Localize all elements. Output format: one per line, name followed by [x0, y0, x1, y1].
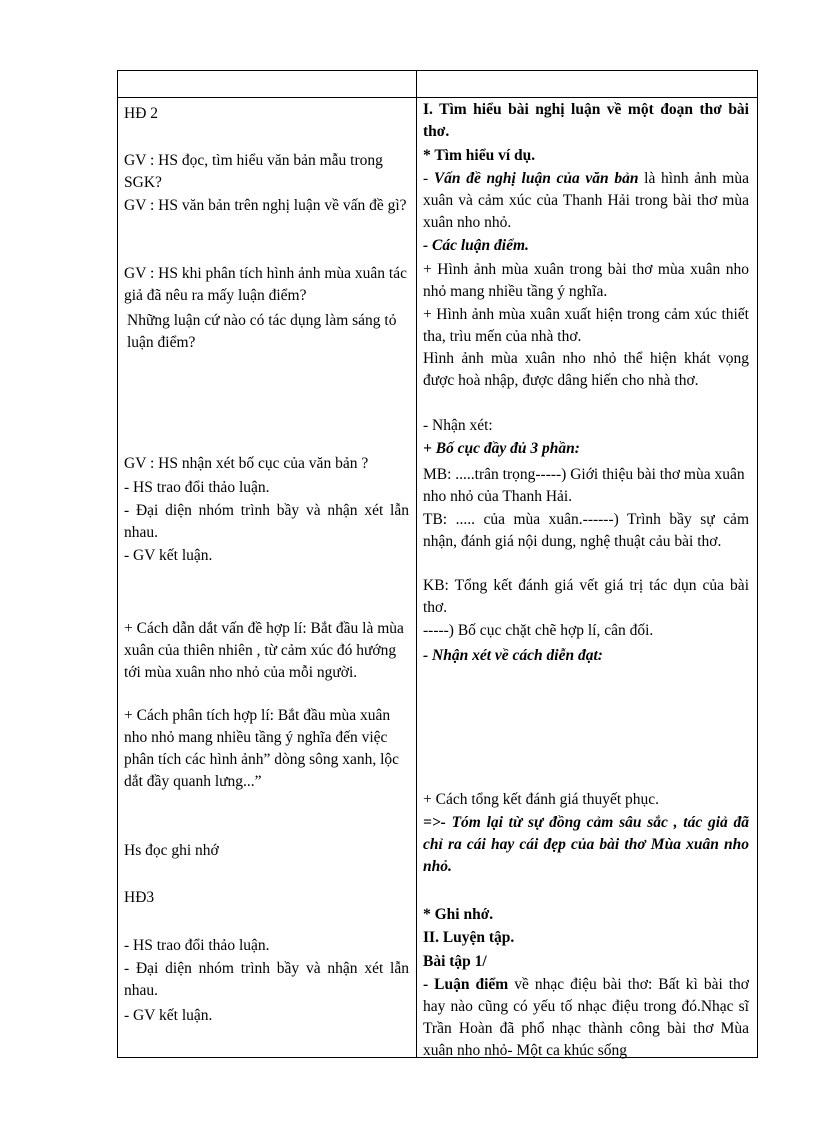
left-hs-note: Hs đọc ghi nhớ [124, 842, 219, 859]
left-activity-3: - GV kết luận. [124, 547, 213, 564]
left-activity-b3: - GV kết luận. [124, 1007, 213, 1024]
right-nhan-xet: - Nhận xét: [423, 417, 493, 434]
right-nhan-xet-dien-dat: - Nhận xét về cách diễn đạt: [423, 647, 603, 664]
right-paragraph-1: - Vấn đề nghị luận của văn bản là hình ảnh mùa xuân và cảm xúc của Thanh Hải trong bài thơ mùa xuân nho nhỏ. [423, 170, 749, 231]
left-hd3: HĐ3 [124, 889, 155, 906]
left-question-4: Những luận cứ nào có tác dụng làm sáng tỏ luận điểm? [127, 312, 397, 351]
right-paragraph-1-rest: là hình ảnh mùa xuân và cảm xúc của Thanh Hải trong bài thơ mùa xuân nho nhỏ. [423, 170, 749, 231]
left-question-1: GV : HS đọc, tìm hiểu văn bản mẫu trong SGK? [124, 152, 383, 191]
right-tb: TB: ..... của mùa xuân.------) Trình bầy sự cảm nhận, đánh giá nội dung, nghệ thuật cảu bài thơ. [423, 511, 749, 550]
right-heading-2: * Tìm hiểu ví dụ. [423, 147, 536, 164]
left-activity-b1: - HS trao đổi thảo luận. [124, 937, 270, 954]
right-bo-cuc-2: -----) Bố cục chặt chẽ hợp lí, cân đối. [423, 622, 654, 639]
right-kb: KB: Tổng kết đánh giá vết giá trị tác dụn của bài thơ. [423, 577, 749, 616]
left-activity-2: - Đại diện nhóm trình bầy và nhận xét lẫn nhau. [124, 502, 409, 541]
header-row-divider [117, 97, 757, 98]
left-comment-2: + Cách phân tích hợp lí: Bắt đầu mùa xuân nho nhỏ mang nhiều tầng ý nghĩa đến việc phân tích các hình ảnh” dòng sông xanh, lộc dắt đầy quanh lưng...” [124, 707, 400, 790]
left-comment-1: + Cách dẫn dắt vấn đề hợp lí: Bắt đầu là mùa xuân của thiên nhiên , từ cảm xúc đó hướng tới mùa xuân nho nhỏ của mỗi người. [124, 620, 404, 681]
right-tong-ket: + Cách tổng kết đánh giá thuyết phục. [423, 791, 660, 808]
left-question-2: GV : HS văn bản trên nghị luận về vấn đề gì? [124, 197, 407, 214]
right-ld-2: + Hình ảnh mùa xuân xuất hiện trong cảm xúc thiết tha, trìu mến của nhà thơ. [423, 306, 749, 345]
right-heading-1: I. Tìm hiểu bài nghị luận về một đoạn thơ bài thơ. [423, 101, 749, 140]
right-bai-tap-text [423, 974, 749, 1062]
column-divider [416, 70, 417, 1057]
right-ld-3: Hình ảnh mùa xuân nho nhỏ thể hiện khát vọng được hoà nhập, được dâng hiến cho nhà thơ. [423, 350, 749, 389]
left-question-5: GV : HS nhận xét bố cục của văn bản ? [124, 455, 369, 472]
right-paragraph-1-bold: Vấn đề nghị luận của văn bản [433, 170, 639, 187]
right-bai-tap: Bài tập 1/ [423, 953, 487, 970]
left-activity-1: - HS trao đổi thảo luận. [124, 479, 270, 496]
right-tom-lai: =>- Tóm lại từ sự đồng cảm sâu sắc , tác giả đã chỉ ra cái hay cái đẹp của bài thơ Mùa xuân nho nhỏ. [423, 814, 749, 875]
right-bai-tap-rest: về nhạc điệu bài thơ: Bất kì bài thơ hay nào cũng có yếu tố nhạc điệu trong đó.Nhạc sĩ Trần Hoàn đã phổ nhạc thành công bài thơ Mùa xuân nho nhỏ- Một ca khúc sống [423, 976, 749, 1059]
left-activity-b2: - Đại diện nhóm trình bầy và nhận xét lẫn nhau. [124, 960, 409, 999]
right-luan-diem: - Các luận điểm. [423, 237, 529, 254]
right-mb: MB: .....trân trọng-----) Giới thiệu bài thơ mùa xuân nho nhỏ của Thanh Hải. [423, 466, 745, 505]
right-bo-cuc: + Bố cục đầy đủ 3 phần: [423, 440, 580, 457]
right-luyen-tap: II. Luyện tập. [423, 929, 515, 946]
left-question-3: GV : HS khi phân tích hình ảnh mùa xuân tác giả đã nêu ra mấy luận điểm? [124, 265, 407, 304]
left-hd2: HĐ 2 [124, 105, 159, 122]
right-ghi-nho: * Ghi nhớ. [423, 906, 494, 923]
right-ld-1: + Hình ảnh mùa xuân trong bài thơ mùa xuân nho nhỏ mang nhiều tầng ý nghĩa. [423, 261, 749, 300]
right-bai-tap-bold: - Luận điểm [423, 976, 509, 993]
